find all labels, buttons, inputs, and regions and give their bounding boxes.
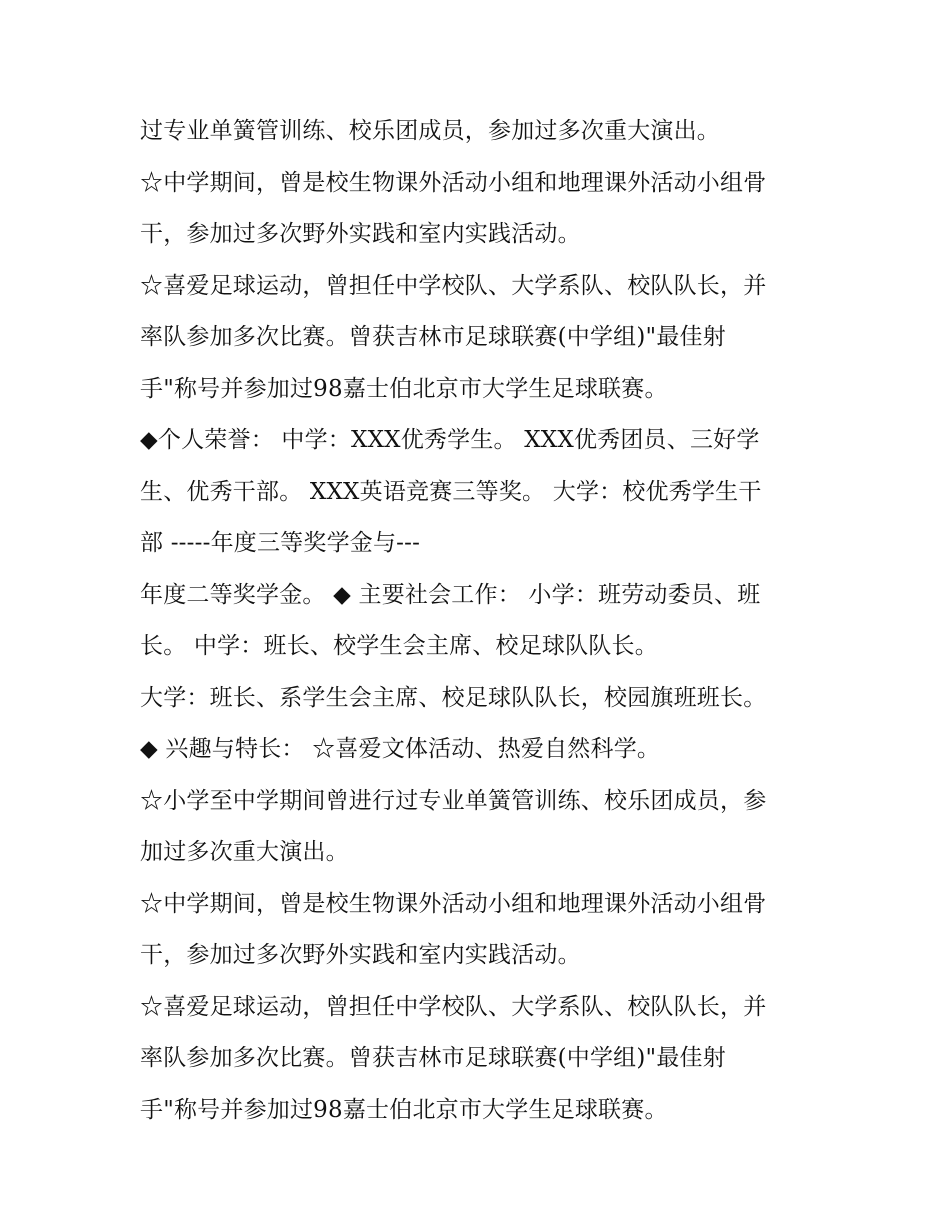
text-line: 大学：班长、系学生会主席、校足球队队长，校园旗班班长。 [140,684,767,711]
text-line: 手"称号并参加过98嘉士伯北京市大学生足球联赛。 [140,375,668,402]
text-line: 干，参加过多次野外实践和室内实践活动。 [140,221,581,247]
text-line: 生、优秀干部。 XXX英语竞赛三等奖。 大学：校优秀学生干 [140,478,762,505]
text-line: ◆ 兴趣与特长： ☆喜爱文体活动、热爱自然科学。 [140,736,661,762]
text-line: ☆喜爱足球运动，曾担任中学校队、大学系队、校队队长，并 [140,272,767,299]
text-line: 过专业单簧管训练、校乐团成员，参加过多次重大演出。 [140,118,720,144]
document-body [140,106,820,1136]
text-line: 加过多次重大演出。 [140,839,349,865]
text-line: 年度二等奖学金。 ◆ 主要社会工作： 小学：班劳动委员、班 [140,581,761,608]
text-line: 率队参加多次比赛。曾获吉林市足球联赛(中学组)"最佳射 [140,324,726,350]
text-line: ☆喜爱足球运动，曾担任中学校队、大学系队、校队队长，并 [140,993,767,1020]
text-line: ☆中学期间，曾是校生物课外活动小组和地理课外活动小组骨 [140,169,767,196]
text-line: ☆中学期间，曾是校生物课外活动小组和地理课外活动小组骨 [140,890,767,917]
text-line: 部 -----年度三等奖学金与--- [140,530,421,556]
text-line: ◆个人荣誉： 中学：XXX优秀学生。 XXX优秀团员、三好学 [140,427,760,453]
text-line: ☆小学至中学期间曾进行过专业单簧管训练、校乐团成员，参 [140,787,767,814]
text-line: 长。 中学：班长、校学生会主席、校足球队队长。 [140,633,658,659]
text-line: 手"称号并参加过98嘉士伯北京市大学生足球联赛。 [140,1096,668,1123]
text-line: 率队参加多次比赛。曾获吉林市足球联赛(中学组)"最佳射 [140,1045,726,1071]
text-line: 干，参加过多次野外实践和室内实践活动。 [140,942,581,968]
